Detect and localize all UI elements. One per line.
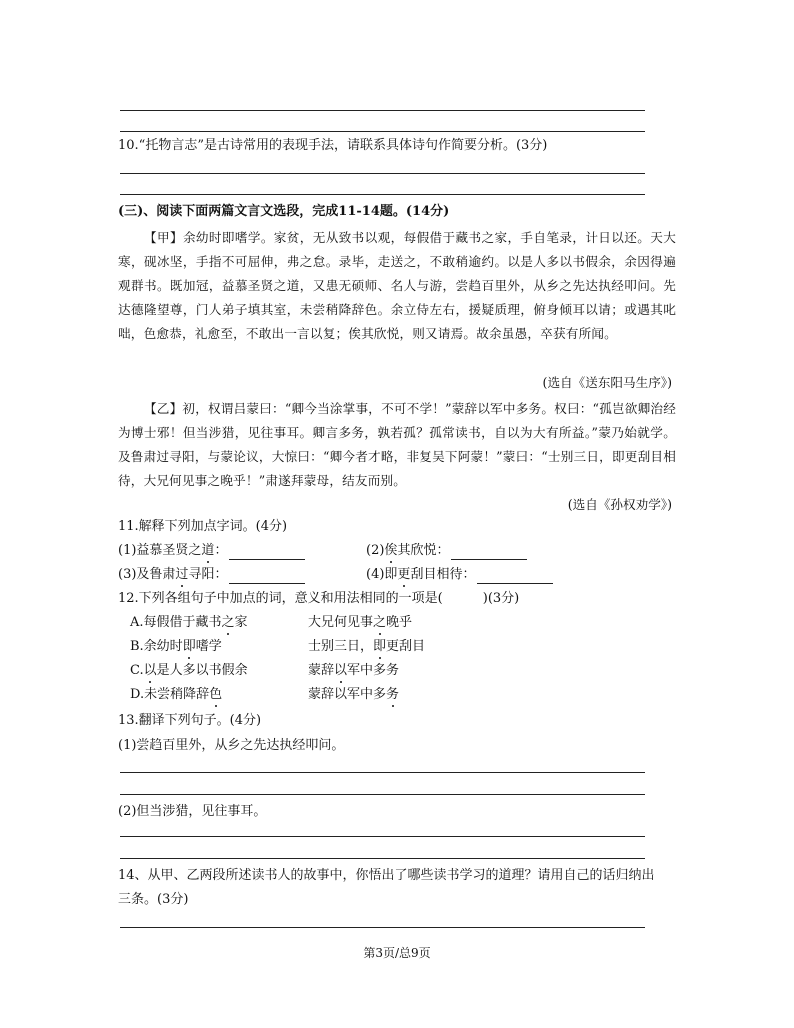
dotted-char: 之 — [221, 615, 235, 630]
q12-option-c — [130, 662, 248, 680]
option-text: 蒙辞以军中多 — [308, 687, 387, 702]
item-text: 寻阳： — [188, 567, 228, 582]
option-text: 是人多以书假余 — [156, 663, 248, 678]
dotted-char: 以 — [143, 663, 157, 678]
answer-line[interactable] — [120, 858, 645, 859]
answer-line[interactable] — [120, 794, 645, 795]
option-text: 蒙辞 — [308, 663, 335, 678]
q12-option-d-compare — [308, 686, 399, 704]
answer-blank[interactable] — [229, 569, 305, 584]
dotted-char: 色 — [209, 687, 223, 702]
answer-blank[interactable] — [229, 545, 305, 560]
q13-sentence-2: (2)但当涉猎，见往事耳。 — [118, 804, 267, 819]
passage-yi-source: (选自《孙权劝学》) — [567, 497, 672, 512]
q12-option-a — [130, 614, 248, 632]
answer-line[interactable] — [120, 927, 645, 928]
answer-line — [120, 173, 645, 174]
option-text: D.未尝稍降辞 — [130, 687, 210, 702]
question-12 — [118, 590, 519, 608]
answer-blank[interactable] — [451, 545, 527, 560]
item-text: (2) — [366, 543, 385, 558]
stem-text: 12.下列各组句子中加点的词，意义和用法相同的一项是( — [118, 591, 443, 606]
answer-line — [120, 194, 645, 195]
q12-option-d — [130, 686, 222, 704]
option-text: A.每假借于藏书 — [130, 615, 222, 630]
question-14-line-1: 14、从甲、乙两段所述读书人的故事中，你悟出了哪些读书学习的道理？请用自己的话归纳出 — [118, 868, 655, 883]
q12-option-b-compare — [308, 638, 425, 656]
option-text: 晚乎 — [386, 615, 413, 630]
q11-item-1 — [118, 542, 305, 560]
option-text: 军中多务 — [347, 663, 400, 678]
option-text: C. — [130, 663, 144, 678]
option-text: 家 — [234, 615, 248, 630]
dotted-char: 即 — [373, 639, 387, 654]
dotted-char: 过 — [175, 567, 189, 582]
passage-jia — [118, 226, 676, 370]
q12-option-a-compare — [308, 614, 412, 632]
question-14-line-2: 三条。(3分) — [118, 892, 189, 907]
option-text: 士别三日， — [308, 639, 374, 654]
q11-item-3 — [118, 566, 305, 584]
passage-yi-text: 【乙】初，权谓吕蒙曰：“卿今当涂掌事，不可不学！”蒙辞以军中多务。权曰：“孤岂欲卿治经为博士邪！但当涉猎，见往事耳。卿言多务，孰若孤？孤常读书，自以为大有所益。”蒙乃始就学。及鲁肃过寻阳，与蒙论议，大惊曰：“卿今者才略，非复吴下阿蒙！”蒙曰：“士别三日，即更刮目相待，大兄何见事之晚乎！”肃遂拜蒙母，结友而别。 — [118, 401, 676, 488]
answer-line — [120, 131, 645, 132]
q11-item-4 — [366, 566, 553, 584]
dotted-char: 以 — [334, 663, 348, 678]
option-text: 嗜学 — [195, 639, 222, 654]
item-text: (4)即 — [366, 567, 398, 582]
item-text: (3)及鲁肃 — [118, 567, 176, 582]
question-13: 13.翻译下列句子。(4分) — [118, 713, 262, 728]
q12-option-c-compare — [308, 662, 399, 680]
item-text: 刮目相待： — [410, 567, 476, 582]
q11-item-2 — [366, 542, 527, 560]
option-text: B.余幼时 — [130, 639, 183, 654]
answer-line[interactable] — [120, 836, 645, 837]
q13-sentence-1: (1)尝趋百里外，从乡之先达执经叩问。 — [118, 738, 345, 753]
dotted-char: 道 — [201, 543, 215, 558]
item-text: ： — [214, 543, 228, 558]
dotted-char: 更 — [397, 567, 411, 582]
passage-yi — [118, 397, 676, 493]
dotted-char: 俟 — [384, 543, 398, 558]
passage-jia-text: 【甲】余幼时即嗜学。家贫，无从致书以观，每假借于藏书之家，手自笔录，计日以还。天大寒，砚冰坚，手指不可屈伸，弗之怠。录毕，走送之，不敢稍逾约。以是人多以书假余，余因得遍观群书。既加冠，益慕圣贤之道，又患无硕师、名人与游，尝趋百里外，从乡之先达执经叩问。先达德隆望尊，门人弟子填其室，未尝稍降辞色。余立侍左右，援疑质理，俯身倾耳以请；或遇其叱咄，色愈恭，礼愈至，不敢出一言以复；俟其欣悦，则又请焉。故余虽愚，卒获有所闻。 — [118, 230, 676, 341]
answer-line[interactable] — [120, 772, 645, 773]
passage-jia-source: (选自《送东阳马生序》) — [542, 375, 672, 390]
q12-option-b — [130, 638, 222, 656]
dotted-char: 务 — [386, 687, 400, 702]
question-11: 11.解释下列加点字词。(4分) — [118, 519, 288, 534]
section-3-header: (三)、阅读下面两篇文言文选段，完成11-14题。(14分) — [118, 204, 450, 219]
item-text: (1)益慕圣贤之 — [118, 543, 202, 558]
question-10: 10.“托物言志”是古诗常用的表现手法，请联系具体诗句作简要分析。(3分) — [118, 138, 548, 153]
answer-blank[interactable] — [477, 569, 553, 584]
option-text: 更刮目 — [386, 639, 426, 654]
option-text: 大兄何见事 — [308, 615, 374, 630]
answer-line — [120, 110, 645, 111]
item-text: 其欣悦： — [397, 543, 450, 558]
stem-text: )(3分) — [482, 591, 520, 606]
dotted-char: 即 — [182, 639, 196, 654]
dotted-char: 之 — [373, 615, 387, 630]
page-number: 第3页/总9页 — [363, 946, 431, 960]
